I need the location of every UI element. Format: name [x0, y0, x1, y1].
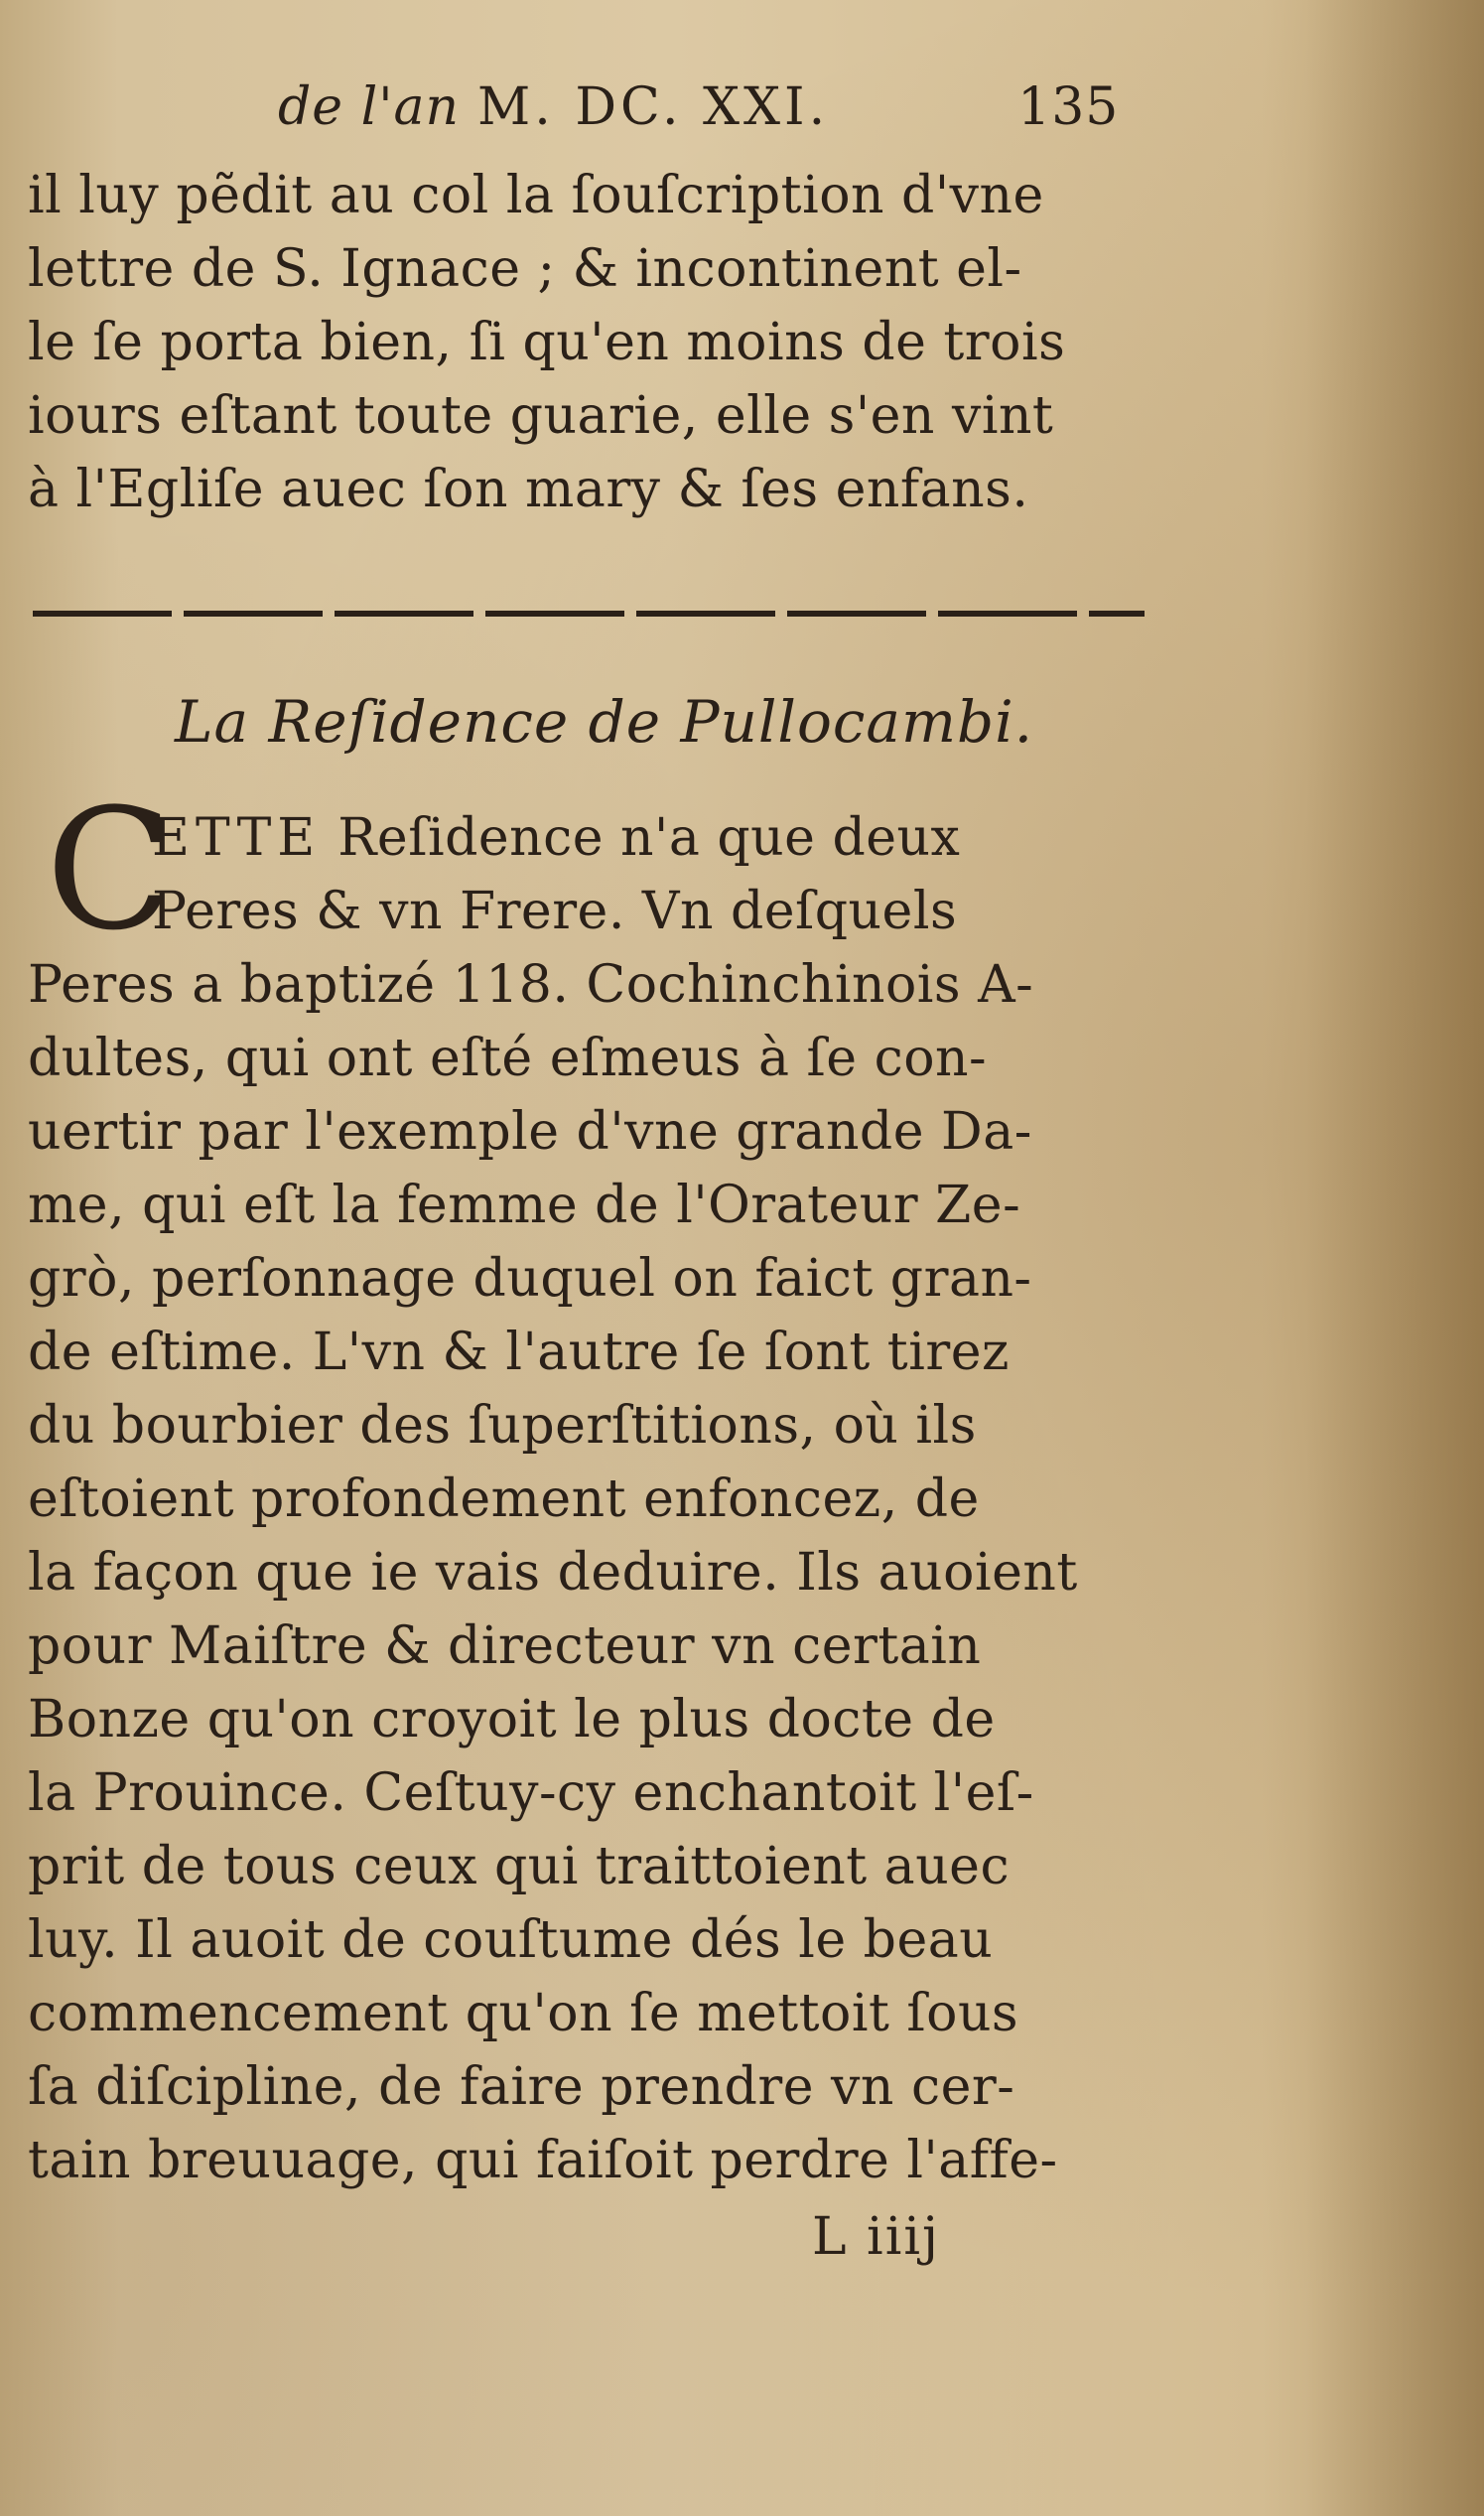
text-line: pour Maiſtre & directeur vn certain	[28, 1616, 982, 1676]
text-line: la Prouince. Ceſtuy-cy enchantoit l'eſ-	[28, 1763, 1034, 1823]
text-line	[28, 801, 1169, 875]
text-line: me, qui eſt la femme de l'Orateur Ze-	[28, 1176, 1021, 1235]
text-line: grò, perſonnage duquel on faict gran-	[28, 1249, 1032, 1309]
text-line: la façon que ie vais deduire. Ils auoient	[28, 1543, 1078, 1603]
drop-cap: C	[46, 772, 174, 967]
text-line: commencement qu'on ſe mettoit ſous	[28, 1984, 1019, 2043]
text-line: ſa diſcipline, de faire prendre vn cer-	[28, 2057, 1015, 2117]
running-head	[28, 77, 1169, 159]
page-number: 135	[1017, 77, 1120, 137]
section-divider-rule	[33, 611, 1145, 617]
text-line: iours eſtant toute guarie, elle s'en vint	[28, 386, 1054, 446]
text-line: prit de tous ceux qui traittoient auec	[28, 1837, 1011, 1896]
body-paragraph	[28, 772, 1169, 2197]
running-head-year: M. DC. XXI.	[477, 77, 830, 137]
first-line-text: Reſidence n'a que deux	[321, 808, 961, 868]
page-edge-shadow	[1305, 0, 1484, 2516]
top-paragraph	[28, 159, 1169, 526]
section-title: La Reſidence de Pullocambi.	[175, 688, 1034, 756]
text-line: Peres & vn Frere. Vn deſquels	[152, 882, 958, 941]
text-line: uertir par l'exemple d'vne grande Da-	[28, 1102, 1032, 1162]
text-line: lettre de S. Ignace ; & incontinent el-	[28, 239, 1022, 299]
text-line: il luy pẽdit au col la ſouſcription d'vne	[28, 166, 1044, 225]
text-line: dultes, qui ont eſté eſmeus à ſe con-	[28, 1029, 988, 1088]
text-line: le ſe porta bien, ſi qu'en moins de trois	[28, 313, 1066, 372]
running-head-title: de l'an	[278, 77, 461, 137]
signature-mark: L iiij	[812, 2207, 941, 2267]
text-line: Peres a baptizé 118. Cochinchinois A-	[28, 955, 1034, 1015]
text-line: Bonze qu'on croyoit le plus docte de	[28, 1690, 996, 1749]
text-line: à l'Egliſe auec ſon mary & ſes enfans.	[28, 460, 1029, 519]
text-line: de eſtime. L'vn & l'autre ſe ſont tirez	[28, 1323, 1010, 1382]
text-line: luy. Il auoit de couſtume dés le beau	[28, 1910, 994, 1970]
text-line: eſtoient profondement enfoncez, de	[28, 1469, 980, 1529]
first-word-smallcaps: ETTE	[152, 808, 322, 868]
text-line: du bourbier des ſuperſtitions, où ils	[28, 1396, 977, 1456]
text-block	[28, 77, 1169, 2277]
text-line: tain breuuage, qui faiſoit perdre l'affe-	[28, 2131, 1058, 2190]
